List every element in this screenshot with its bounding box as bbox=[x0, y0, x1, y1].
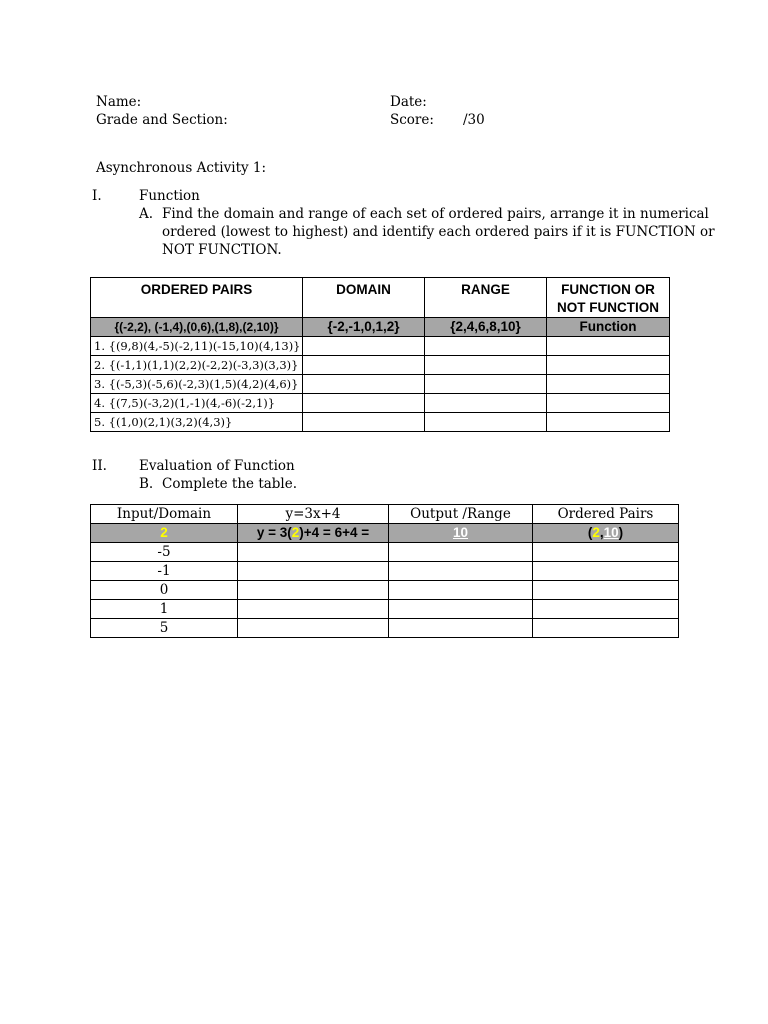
equation-answer-cell[interactable] bbox=[238, 581, 389, 600]
example-row bbox=[91, 524, 679, 543]
name-label: Name: bbox=[96, 94, 142, 110]
header-ordered-pairs: ORDERED PAIRS bbox=[91, 278, 303, 318]
domain-answer-cell[interactable] bbox=[303, 356, 425, 375]
equation-answer-cell[interactable] bbox=[238, 562, 389, 581]
input-cell: -5 bbox=[91, 543, 238, 562]
input-cell: 1 bbox=[91, 600, 238, 619]
score-total: /30 bbox=[463, 112, 485, 128]
header-equation: y=3x+4 bbox=[238, 505, 389, 524]
header-function-line1: FUNCTION OR bbox=[561, 282, 655, 297]
ordered-pairs-cell: 4. {(7,5)(-3,2)(1,-1)(4,-6)(-2,1)} bbox=[91, 394, 303, 413]
function-answer-cell[interactable] bbox=[547, 337, 670, 356]
header-function bbox=[547, 278, 670, 318]
output-answer-cell[interactable] bbox=[389, 581, 533, 600]
pair-answer-cell[interactable] bbox=[533, 543, 679, 562]
header-domain: DOMAIN bbox=[303, 278, 425, 318]
table-row bbox=[91, 375, 670, 394]
part1-numeral: I. bbox=[92, 188, 102, 204]
example-ordered-pairs: {(-2,2), (-1,4),(0,6),(1,8),(2,10)} bbox=[91, 318, 303, 337]
table-row bbox=[91, 600, 679, 619]
part1-title: Function bbox=[139, 188, 200, 204]
ordered-pairs-cell: 2. {(-1,1)(1,1)(2,2)(-2,2)(-3,3)(3,3)} bbox=[91, 356, 303, 375]
example-function: Function bbox=[547, 318, 670, 337]
equation-answer-cell[interactable] bbox=[238, 619, 389, 638]
evaluation-table bbox=[90, 504, 679, 638]
activity-title: Asynchronous Activity 1: bbox=[96, 160, 267, 176]
ordered-pairs-cell: 5. {(1,0)(2,1)(3,2)(4,3)} bbox=[91, 413, 303, 432]
output-answer-cell[interactable] bbox=[389, 543, 533, 562]
range-answer-cell[interactable] bbox=[425, 413, 547, 432]
part1-sub-letter: A. bbox=[139, 206, 154, 222]
table-row bbox=[91, 394, 670, 413]
range-answer-cell[interactable] bbox=[425, 337, 547, 356]
example-domain: {-2,-1,0,1,2} bbox=[303, 318, 425, 337]
table-row bbox=[91, 543, 679, 562]
pair-comma: , bbox=[599, 525, 604, 540]
example-input-value: 2 bbox=[160, 525, 168, 540]
part2-instruction: Complete the table. bbox=[162, 476, 298, 492]
table-row bbox=[91, 413, 670, 432]
pair-open: ( bbox=[587, 525, 593, 540]
table-row bbox=[91, 356, 670, 375]
input-cell: 0 bbox=[91, 581, 238, 600]
ordered-pairs-cell: 3. {(-5,3)(-5,6)(-2,3)(1,5)(4,2)(4,6)} bbox=[91, 375, 303, 394]
score-label: Score: bbox=[390, 112, 434, 128]
example-ordered-pair bbox=[533, 524, 679, 543]
pair-answer-cell[interactable] bbox=[533, 619, 679, 638]
example-range: {2,4,6,8,10} bbox=[425, 318, 547, 337]
example-output-value: 10 bbox=[452, 525, 469, 540]
part2-numeral: II. bbox=[92, 458, 107, 474]
output-answer-cell[interactable] bbox=[389, 619, 533, 638]
example-output bbox=[389, 524, 533, 543]
function-answer-cell[interactable] bbox=[547, 413, 670, 432]
equation-prefix: y = 3( bbox=[256, 525, 292, 540]
equation-x-value: 2 bbox=[291, 525, 300, 540]
example-row bbox=[91, 318, 670, 337]
domain-answer-cell[interactable] bbox=[303, 394, 425, 413]
grade-section-label: Grade and Section: bbox=[96, 112, 228, 128]
instruction-line-3: NOT FUNCTION. bbox=[162, 242, 282, 258]
domain-answer-cell[interactable] bbox=[303, 337, 425, 356]
range-answer-cell[interactable] bbox=[425, 394, 547, 413]
pair-answer-cell[interactable] bbox=[533, 562, 679, 581]
ordered-pairs-table bbox=[90, 277, 670, 432]
table-row bbox=[91, 619, 679, 638]
example-equation bbox=[238, 524, 389, 543]
domain-answer-cell[interactable] bbox=[303, 413, 425, 432]
output-answer-cell[interactable] bbox=[389, 600, 533, 619]
pair-y: 10 bbox=[603, 525, 619, 540]
input-cell: -1 bbox=[91, 562, 238, 581]
instruction-line-2: ordered (lowest to highest) and identify each ordered pairs if it is FUNCTION or bbox=[162, 224, 715, 240]
range-answer-cell[interactable] bbox=[425, 356, 547, 375]
pair-x: 2 bbox=[592, 525, 600, 540]
header-output-range: Output /Range bbox=[389, 505, 533, 524]
pair-answer-cell[interactable] bbox=[533, 600, 679, 619]
example-input bbox=[91, 524, 238, 543]
header-range: RANGE bbox=[425, 278, 547, 318]
pair-answer-cell[interactable] bbox=[533, 581, 679, 600]
instruction-line-1: Find the domain and range of each set of ordered pairs, arrange it in numerical bbox=[162, 206, 709, 222]
part2-title: Evaluation of Function bbox=[139, 458, 295, 474]
function-answer-cell[interactable] bbox=[547, 356, 670, 375]
header-function-line2: NOT FUNCTION bbox=[557, 300, 659, 315]
equation-answer-cell[interactable] bbox=[238, 600, 389, 619]
function-answer-cell[interactable] bbox=[547, 375, 670, 394]
date-label: Date: bbox=[390, 94, 427, 110]
header-input-domain: Input/Domain bbox=[91, 505, 238, 524]
pair-close: ) bbox=[618, 525, 624, 540]
input-cell: 5 bbox=[91, 619, 238, 638]
function-answer-cell[interactable] bbox=[547, 394, 670, 413]
table-row bbox=[91, 581, 679, 600]
ordered-pairs-cell: 1. {(9,8)(4,-5)(-2,11)(-15,10)(4,13)} bbox=[91, 337, 303, 356]
header-ordered-pairs: Ordered Pairs bbox=[533, 505, 679, 524]
equation-answer-cell[interactable] bbox=[238, 543, 389, 562]
table-row bbox=[91, 562, 679, 581]
equation-suffix: )+4 = 6+4 = bbox=[299, 525, 370, 540]
domain-answer-cell[interactable] bbox=[303, 375, 425, 394]
table-row bbox=[91, 337, 670, 356]
part2-sub-letter: B. bbox=[139, 476, 154, 492]
range-answer-cell[interactable] bbox=[425, 375, 547, 394]
output-answer-cell[interactable] bbox=[389, 562, 533, 581]
